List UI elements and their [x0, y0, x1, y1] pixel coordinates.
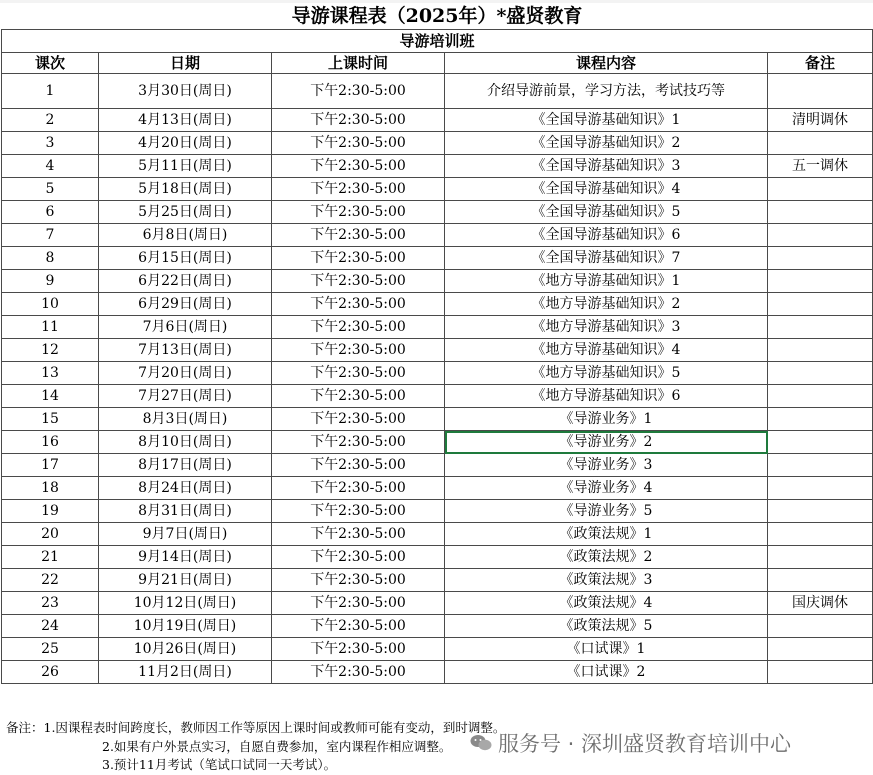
note-line-3: 3.预计11月考试（笔试口试同一天考试）。 — [102, 757, 337, 772]
sheet-title[interactable]: 导游课程表（2025年）*盛贤教育 — [2, 3, 873, 30]
cell-date[interactable]: 6月22日(周日) — [99, 270, 272, 293]
cell-lesson-no[interactable]: 25 — [2, 638, 99, 661]
cell-time[interactable]: 下午2:30-5:00 — [272, 155, 445, 178]
cell-time[interactable]: 下午2:30-5:00 — [272, 408, 445, 431]
table-row — [2, 270, 873, 293]
cell-remark[interactable] — [768, 569, 873, 592]
cell-remark[interactable]: 五一调休 — [768, 155, 873, 178]
cell-lesson-no[interactable]: 22 — [2, 569, 99, 592]
cell-time[interactable]: 下午2:30-5:00 — [272, 270, 445, 293]
cell-lesson-no[interactable]: 17 — [2, 454, 99, 477]
cell-date[interactable]: 10月26日(周日) — [99, 638, 272, 661]
cell-time[interactable]: 下午2:30-5:00 — [272, 339, 445, 362]
cell-lesson-no[interactable]: 4 — [2, 155, 99, 178]
cell-date[interactable]: 10月19日(周日) — [99, 615, 272, 638]
cell-lesson-no[interactable]: 26 — [2, 661, 99, 684]
cell-time[interactable]: 下午2:30-5:00 — [272, 385, 445, 408]
cell-content[interactable]: 《导游业务》3 — [445, 454, 768, 477]
table-row — [2, 500, 873, 523]
cell-time[interactable]: 下午2:30-5:00 — [272, 454, 445, 477]
cell-time[interactable]: 下午2:30-5:00 — [272, 615, 445, 638]
table-row — [2, 569, 873, 592]
table-row — [2, 477, 873, 500]
cell-remark[interactable]: 清明调休 — [768, 109, 873, 132]
cell-date[interactable]: 8月10日(周日) — [99, 431, 272, 454]
cell-remark[interactable] — [768, 178, 873, 201]
cell-lesson-no[interactable]: 21 — [2, 546, 99, 569]
cell-time[interactable]: 下午2:30-5:00 — [272, 74, 445, 109]
cell-time[interactable]: 下午2:30-5:00 — [272, 201, 445, 224]
table-row — [2, 592, 873, 615]
table-row — [2, 661, 873, 684]
cell-remark[interactable] — [768, 293, 873, 316]
header-remark[interactable]: 备注 — [768, 53, 873, 74]
cell-content[interactable]: 介绍导游前景，学习方法，考试技巧等 — [445, 74, 768, 109]
cell-lesson-no[interactable]: 2 — [2, 109, 99, 132]
cell-lesson-no[interactable]: 9 — [2, 270, 99, 293]
cell-lesson-no[interactable]: 13 — [2, 362, 99, 385]
cell-content[interactable]: 《全国导游基础知识》3 — [445, 155, 768, 178]
watermark-text: 服务号 · 深圳盛贤教育培训中心 — [498, 732, 792, 756]
cell-content[interactable]: 《政策法规》5 — [445, 615, 768, 638]
cell-lesson-no[interactable]: 16 — [2, 431, 99, 454]
cell-content[interactable]: 《全国导游基础知识》2 — [445, 132, 768, 155]
cell-date[interactable]: 7月27日(周日) — [99, 385, 272, 408]
cell-time[interactable]: 下午2:30-5:00 — [272, 316, 445, 339]
table-row — [2, 316, 873, 339]
cell-content[interactable]: 《政策法规》1 — [445, 523, 768, 546]
table-row — [2, 155, 873, 178]
wechat-icon — [470, 734, 492, 752]
cell-date[interactable]: 4月13日(周日) — [99, 109, 272, 132]
cell-date[interactable]: 6月15日(周日) — [99, 247, 272, 270]
cell-lesson-no[interactable]: 5 — [2, 178, 99, 201]
cell-date[interactable]: 6月29日(周日) — [99, 293, 272, 316]
cell-remark[interactable] — [768, 454, 873, 477]
cell-content[interactable]: 《地方导游基础知识》2 — [445, 293, 768, 316]
cell-remark[interactable] — [768, 201, 873, 224]
table-row — [2, 132, 873, 155]
cell-remark[interactable] — [768, 362, 873, 385]
cell-content[interactable]: 《口试课》2 — [445, 661, 768, 684]
cell-remark[interactable] — [768, 316, 873, 339]
cell-remark[interactable] — [768, 431, 873, 454]
cell-content[interactable]: 《全国导游基础知识》5 — [445, 201, 768, 224]
cell-remark[interactable] — [768, 385, 873, 408]
cell-remark[interactable] — [768, 132, 873, 155]
cell-date[interactable]: 8月3日(周日) — [99, 408, 272, 431]
cell-remark[interactable] — [768, 74, 873, 109]
cell-lesson-no[interactable]: 12 — [2, 339, 99, 362]
cell-remark[interactable] — [768, 408, 873, 431]
table-row — [2, 293, 873, 316]
table-row — [2, 523, 873, 546]
cell-content[interactable]: 《导游业务》2 — [445, 431, 768, 454]
cell-time[interactable]: 下午2:30-5:00 — [272, 178, 445, 201]
cell-date[interactable]: 8月31日(周日) — [99, 500, 272, 523]
cell-content[interactable]: 《全国导游基础知识》1 — [445, 109, 768, 132]
cell-lesson-no[interactable]: 14 — [2, 385, 99, 408]
cell-remark[interactable] — [768, 546, 873, 569]
note-line-2: 2.如果有户外景点实习，自愿自费参加，室内课程作相应调整。 — [102, 738, 452, 754]
table-row — [2, 546, 873, 569]
cell-lesson-no[interactable]: 1 — [2, 74, 99, 109]
cell-content[interactable]: 《政策法规》4 — [445, 592, 768, 615]
cell-time[interactable]: 下午2:30-5:00 — [272, 569, 445, 592]
table-row — [2, 408, 873, 431]
cell-remark[interactable] — [768, 339, 873, 362]
cell-time[interactable]: 下午2:30-5:00 — [272, 477, 445, 500]
cell-lesson-no[interactable]: 11 — [2, 316, 99, 339]
cell-date[interactable]: 8月24日(周日) — [99, 477, 272, 500]
cell-content[interactable]: 《导游业务》4 — [445, 477, 768, 500]
cell-time[interactable]: 下午2:30-5:00 — [272, 362, 445, 385]
cell-date[interactable]: 5月18日(周日) — [99, 178, 272, 201]
schedule-table — [1, 3, 873, 684]
cell-date[interactable]: 9月21日(周日) — [99, 569, 272, 592]
cell-date[interactable]: 3月30日(周日) — [99, 74, 272, 109]
cell-time[interactable]: 下午2:30-5:00 — [272, 132, 445, 155]
header-date[interactable]: 日期 — [99, 53, 272, 74]
cell-date[interactable]: 7月13日(周日) — [99, 339, 272, 362]
cell-time[interactable]: 下午2:30-5:00 — [272, 247, 445, 270]
cell-lesson-no[interactable]: 3 — [2, 132, 99, 155]
table-row — [2, 224, 873, 247]
cell-date[interactable]: 7月20日(周日) — [99, 362, 272, 385]
cell-remark[interactable] — [768, 615, 873, 638]
table-row — [2, 109, 873, 132]
table-row — [2, 339, 873, 362]
watermark — [470, 728, 791, 758]
table-row — [2, 74, 873, 109]
cell-lesson-no[interactable]: 15 — [2, 408, 99, 431]
table-row — [2, 638, 873, 661]
cell-remark[interactable] — [768, 661, 873, 684]
cell-date[interactable]: 5月25日(周日) — [99, 201, 272, 224]
table-row — [2, 201, 873, 224]
cell-content[interactable]: 《导游业务》1 — [445, 408, 768, 431]
cell-time[interactable]: 下午2:30-5:00 — [272, 224, 445, 247]
cell-date[interactable]: 4月20日(周日) — [99, 132, 272, 155]
cell-remark[interactable] — [768, 477, 873, 500]
cell-content[interactable]: 《地方导游基础知识》6 — [445, 385, 768, 408]
table-row — [2, 431, 873, 454]
cell-content[interactable]: 《导游业务》5 — [445, 500, 768, 523]
cell-date[interactable]: 11月2日(周日) — [99, 661, 272, 684]
cell-time[interactable]: 下午2:30-5:00 — [272, 431, 445, 454]
cell-content[interactable]: 《政策法规》3 — [445, 569, 768, 592]
cell-lesson-no[interactable]: 19 — [2, 500, 99, 523]
cell-content[interactable]: 《地方导游基础知识》5 — [445, 362, 768, 385]
notes-block — [6, 719, 505, 775]
table-row — [2, 178, 873, 201]
cell-remark[interactable] — [768, 523, 873, 546]
cell-content[interactable]: 《全国导游基础知识》4 — [445, 178, 768, 201]
cell-date[interactable]: 5月11日(周日) — [99, 155, 272, 178]
cell-content[interactable]: 《地方导游基础知识》4 — [445, 339, 768, 362]
cell-date[interactable]: 9月14日(周日) — [99, 546, 272, 569]
header-content[interactable]: 课程内容 — [445, 53, 768, 74]
cell-time[interactable]: 下午2:30-5:00 — [272, 500, 445, 523]
cell-lesson-no[interactable]: 8 — [2, 247, 99, 270]
cell-lesson-no[interactable]: 23 — [2, 592, 99, 615]
cell-time[interactable]: 下午2:30-5:00 — [272, 109, 445, 132]
table-row — [2, 362, 873, 385]
cell-content[interactable]: 《政策法规》2 — [445, 546, 768, 569]
cell-content[interactable]: 《口试课》1 — [445, 638, 768, 661]
table-row — [2, 615, 873, 638]
cell-content[interactable]: 《全国导游基础知识》7 — [445, 247, 768, 270]
cell-lesson-no[interactable]: 20 — [2, 523, 99, 546]
cell-date[interactable]: 7月6日(周日) — [99, 316, 272, 339]
cell-remark[interactable] — [768, 638, 873, 661]
header-time[interactable]: 上课时间 — [272, 53, 445, 74]
cell-time[interactable]: 下午2:30-5:00 — [272, 523, 445, 546]
cell-lesson-no[interactable]: 10 — [2, 293, 99, 316]
cell-content[interactable]: 《全国导游基础知识》6 — [445, 224, 768, 247]
table-row — [2, 454, 873, 477]
cell-lesson-no[interactable]: 6 — [2, 201, 99, 224]
note-line-1: 备注：1.因课程表时间跨度长，教师因工作等原因上课时间或教师可能有变动，到时调整。 — [6, 720, 506, 735]
cell-remark[interactable] — [768, 500, 873, 523]
cell-time[interactable]: 下午2:30-5:00 — [272, 661, 445, 684]
cell-time[interactable]: 下午2:30-5:00 — [272, 638, 445, 661]
cell-lesson-no[interactable]: 7 — [2, 224, 99, 247]
cell-time[interactable]: 下午2:30-5:00 — [272, 592, 445, 615]
cell-lesson-no[interactable]: 24 — [2, 615, 99, 638]
cell-content[interactable]: 《地方导游基础知识》1 — [445, 270, 768, 293]
header-lesson-no[interactable]: 课次 — [2, 53, 99, 74]
class-name[interactable]: 导游培训班 — [2, 30, 873, 53]
table-row — [2, 385, 873, 408]
cell-date[interactable]: 10月12日(周日) — [99, 592, 272, 615]
cell-remark[interactable] — [768, 224, 873, 247]
header-row — [2, 53, 873, 74]
cell-time[interactable]: 下午2:30-5:00 — [272, 293, 445, 316]
table-row — [2, 247, 873, 270]
cell-date[interactable]: 8月17日(周日) — [99, 454, 272, 477]
cell-remark[interactable]: 国庆调休 — [768, 592, 873, 615]
cell-date[interactable]: 6月8日(周日) — [99, 224, 272, 247]
cell-content[interactable]: 《地方导游基础知识》3 — [445, 316, 768, 339]
cell-remark[interactable] — [768, 247, 873, 270]
cell-time[interactable]: 下午2:30-5:00 — [272, 546, 445, 569]
cell-date[interactable]: 9月7日(周日) — [99, 523, 272, 546]
cell-lesson-no[interactable]: 18 — [2, 477, 99, 500]
cell-remark[interactable] — [768, 270, 873, 293]
